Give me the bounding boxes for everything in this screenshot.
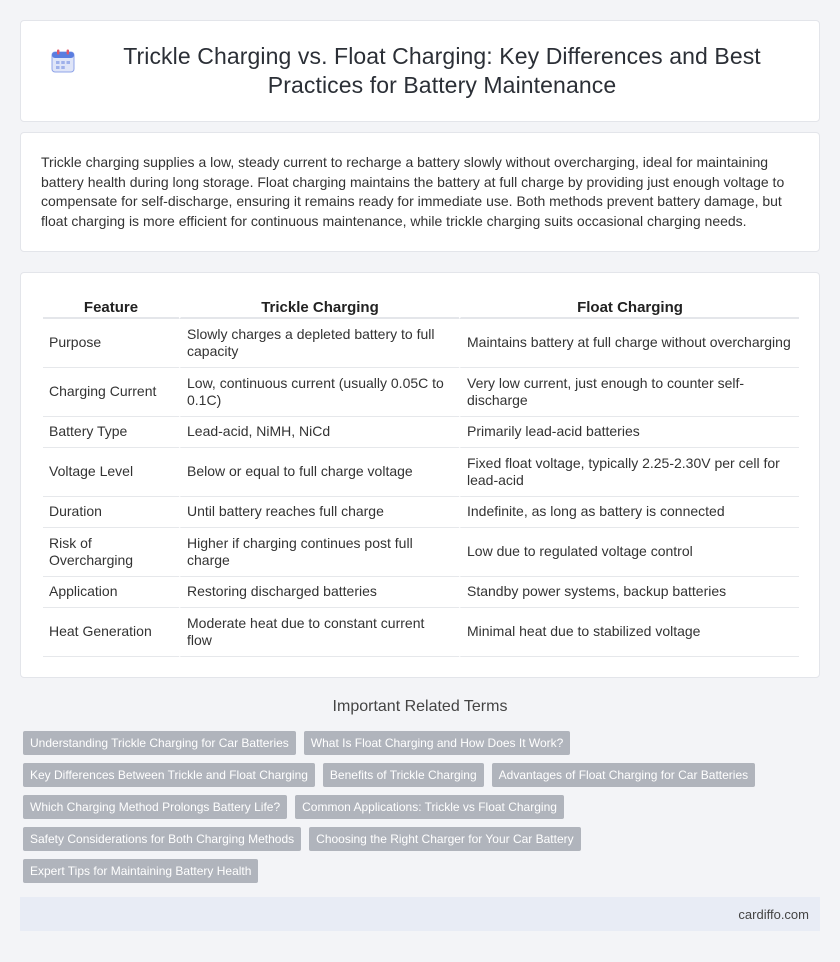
table-cell: Restoring discharged batteries bbox=[179, 577, 459, 608]
header-trickle: Trickle Charging bbox=[179, 293, 459, 319]
comparison-table bbox=[43, 293, 799, 657]
related-term-link[interactable]: Safety Considerations for Both Charging Methods bbox=[23, 827, 301, 851]
table-cell: Until battery reaches full charge bbox=[179, 497, 459, 528]
table-cell: Higher if charging continues post full charge bbox=[179, 528, 459, 577]
related-term-link[interactable]: Benefits of Trickle Charging bbox=[323, 763, 484, 787]
table-row bbox=[43, 417, 799, 448]
table-cell: Moderate heat due to constant current flow bbox=[179, 608, 459, 657]
related-term-link[interactable]: Common Applications: Trickle vs Float Charging bbox=[295, 795, 564, 819]
table-cell: Purpose bbox=[43, 319, 179, 368]
related-terms-list bbox=[23, 731, 813, 891]
page-title: Trickle Charging vs. Float Charging: Key Differences and Best Practices for Battery Maintenance bbox=[123, 43, 761, 98]
table-cell: Charging Current bbox=[43, 368, 179, 417]
table-cell: Primarily lead-acid batteries bbox=[459, 417, 799, 448]
table-cell: Standby power systems, backup batteries bbox=[459, 577, 799, 608]
table-cell: Fixed float voltage, typically 2.25-2.30V per cell for lead-acid bbox=[459, 448, 799, 497]
footer-site-link[interactable]: cardiffo.com bbox=[738, 906, 809, 922]
header-float: Float Charging bbox=[459, 293, 799, 319]
table-cell: Minimal heat due to stabilized voltage bbox=[459, 608, 799, 657]
table-cell: Maintains battery at full charge without overcharging bbox=[459, 319, 799, 368]
table-row bbox=[43, 608, 799, 657]
table-cell: Lead-acid, NiMH, NiCd bbox=[179, 417, 459, 448]
table-header-row bbox=[43, 293, 799, 319]
related-term-link[interactable]: Key Differences Between Trickle and Float Charging bbox=[23, 763, 315, 787]
table-row bbox=[43, 577, 799, 608]
table-cell: Application bbox=[43, 577, 179, 608]
table-cell: Low due to regulated voltage control bbox=[459, 528, 799, 577]
intro-text: Trickle charging supplies a low, steady current to recharge a battery slowly without overcharging, ideal for maintaining battery health during long storage. Float charging maintains the battery at full charge by providing just enough voltage to compensate for self-discharge, ensuring it remains ready for immediate use. Both methods prevent battery damage, but float charging is more efficient for continuous maintenance, while trickle charging suits occasional charging needs. bbox=[41, 154, 785, 229]
footer bbox=[20, 897, 820, 931]
table-row bbox=[43, 319, 799, 368]
table-row bbox=[43, 497, 799, 528]
related-terms-title: Important Related Terms bbox=[332, 698, 508, 715]
header-feature: Feature bbox=[43, 293, 179, 319]
table-cell: Slowly charges a depleted battery to full capacity bbox=[179, 319, 459, 368]
table-cell: Below or equal to full charge voltage bbox=[179, 448, 459, 497]
comparison-table-card bbox=[20, 272, 820, 678]
table-cell: Risk of Overcharging bbox=[43, 528, 179, 577]
table-cell: Indefinite, as long as battery is connected bbox=[459, 497, 799, 528]
table-cell: Heat Generation bbox=[43, 608, 179, 657]
table-cell: Battery Type bbox=[43, 417, 179, 448]
calendar-icon bbox=[50, 48, 76, 74]
table-cell: Voltage Level bbox=[43, 448, 179, 497]
related-term-link[interactable]: What Is Float Charging and How Does It Work? bbox=[304, 731, 571, 755]
header-card bbox=[20, 20, 820, 122]
related-term-link[interactable]: Choosing the Right Charger for Your Car Battery bbox=[309, 827, 580, 851]
intro-card bbox=[20, 132, 820, 252]
related-term-link[interactable]: Which Charging Method Prolongs Battery Life? bbox=[23, 795, 287, 819]
table-row bbox=[43, 448, 799, 497]
related-term-link[interactable]: Advantages of Float Charging for Car Batteries bbox=[492, 763, 755, 787]
table-row bbox=[43, 528, 799, 577]
related-term-link[interactable]: Understanding Trickle Charging for Car Batteries bbox=[23, 731, 296, 755]
table-cell: Very low current, just enough to counter self-discharge bbox=[459, 368, 799, 417]
table-row bbox=[43, 368, 799, 417]
table-cell: Low, continuous current (usually 0.05C to 0.1C) bbox=[179, 368, 459, 417]
related-term-link[interactable]: Expert Tips for Maintaining Battery Health bbox=[23, 859, 258, 883]
table-cell: Duration bbox=[43, 497, 179, 528]
